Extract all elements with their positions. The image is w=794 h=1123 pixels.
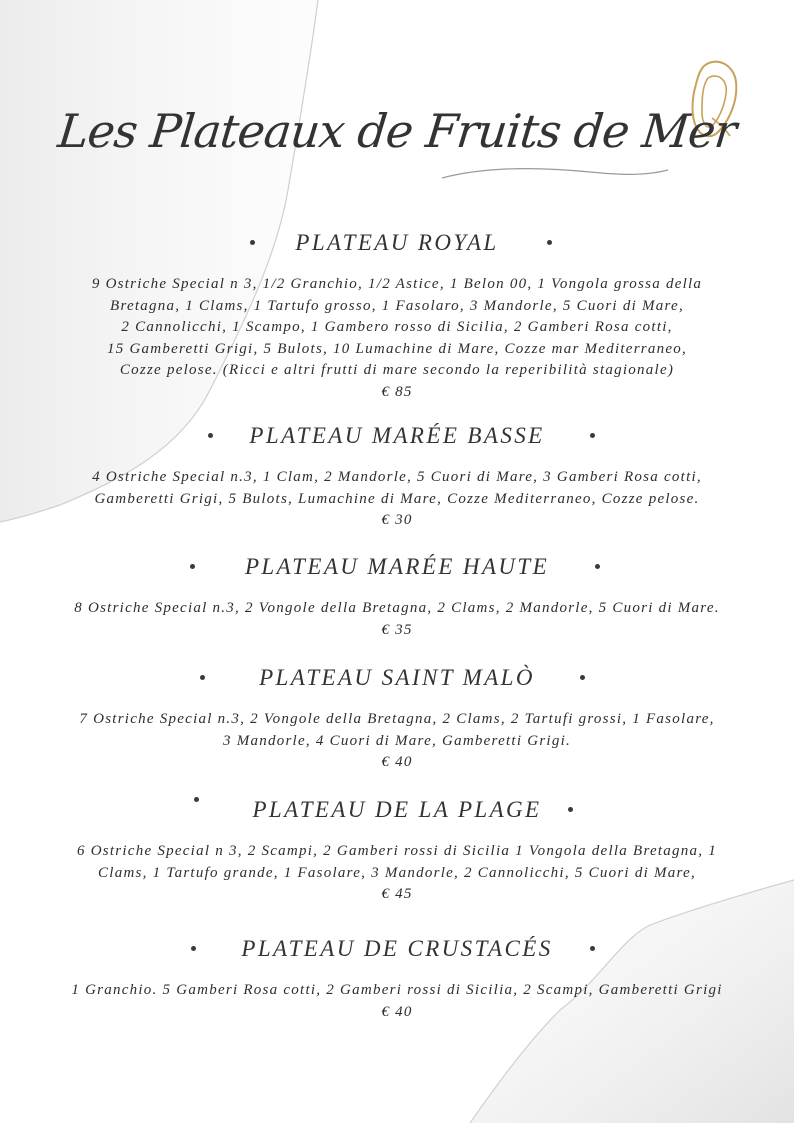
plateau-section bbox=[0, 661, 794, 774]
description-line: 3 Mandorle, 4 Cuori di Mare, Gamberetti Grigi. bbox=[222, 732, 572, 749]
item-description bbox=[0, 980, 794, 1002]
item-description bbox=[0, 467, 794, 510]
item-description bbox=[0, 598, 794, 620]
plateau-section bbox=[0, 550, 794, 641]
bullet-dot bbox=[580, 675, 585, 680]
description-line: Gamberetti Grigi, 5 Bulots, Lumachine di Mare, Cozze Mediterraneo, Cozze pelose. bbox=[94, 490, 700, 507]
section-heading: PLATEAU MARÉE BASSE bbox=[249, 423, 545, 448]
item-description bbox=[0, 841, 794, 884]
description-line: 2 Cannolicchi, 1 Scampo, 1 Gambero rosso di Sicilia, 2 Gamberi Rosa cotti, bbox=[121, 319, 673, 336]
description-line: Bretagna, 1 Clams, 1 Tartufo grosso, 1 Fasolaro, 3 Mandorle, 5 Cuori di Mare, bbox=[110, 297, 684, 314]
description-line: 8 Ostriche Special n.3, 2 Vongole della Bretagna, 2 Clams, 2 Mandorle, 5 Cuori di Mare. bbox=[74, 600, 720, 616]
price: € 35 bbox=[381, 621, 413, 638]
item-description bbox=[0, 274, 794, 382]
description-line: 1 Granchio. 5 Gamberi Rosa cotti, 2 Gamberi rossi di Sicilia, 2 Scampi, Gamberetti Grigi bbox=[71, 982, 723, 998]
description-line: 9 Ostriche Special n 3, 1/2 Granchio, 1/2 Astice, 1 Belon 00, 1 Vongola grossa della bbox=[91, 276, 703, 292]
bullet-dot bbox=[568, 807, 573, 812]
bullet-dot bbox=[595, 564, 600, 569]
item-description bbox=[0, 709, 794, 752]
bullet-dot bbox=[590, 946, 595, 951]
description-line: 7 Ostriche Special n.3, 2 Vongole della Bretagna, 2 Clams, 2 Tartufi grossi, 1 Fasolare, bbox=[79, 711, 715, 727]
description-line: Cozze pelose. (Ricci e altri frutti di mare secondo la reperibilità stagionale) bbox=[119, 362, 675, 379]
price: € 40 bbox=[381, 1003, 413, 1020]
price: € 30 bbox=[381, 512, 413, 529]
price: € 45 bbox=[381, 886, 413, 903]
plateau-section bbox=[0, 793, 794, 906]
description-line: Clams, 1 Tartufo grande, 1 Fasolare, 3 Mandorle, 2 Cannolicchi, 5 Cuori di Mare, bbox=[98, 864, 696, 881]
bullet-dot bbox=[590, 433, 595, 438]
plateau-section bbox=[0, 226, 794, 404]
section-heading: PLATEAU SAINT MALÒ bbox=[259, 665, 535, 690]
plateau-section bbox=[0, 419, 794, 532]
section-heading: PLATEAU MARÉE HAUTE bbox=[244, 554, 550, 579]
description-line: 4 Ostriche Special n.3, 1 Clam, 2 Mandorle, 5 Cuori di Mare, 3 Gamberi Rosa cotti, bbox=[92, 469, 702, 485]
description-line: 15 Gamberetti Grigi, 5 Bulots, 10 Lumachine di Mare, Cozze mar Mediterraneo, bbox=[106, 340, 688, 357]
bullet-dot bbox=[547, 240, 552, 245]
description-line: 6 Ostriche Special n 3, 2 Scampi, 2 Gamberi rossi di Sicilia 1 Vongola della Bretagna, 1 bbox=[76, 843, 718, 859]
price: € 40 bbox=[381, 754, 413, 771]
plateau-section bbox=[0, 932, 794, 1023]
section-heading: PLATEAU ROYAL bbox=[295, 230, 499, 255]
price: € 85 bbox=[381, 383, 413, 400]
page-title: Les Plateaux de Fruits de Mer bbox=[55, 104, 739, 158]
section-heading: PLATEAU DE CRUSTACÉS bbox=[241, 936, 553, 961]
section-heading: PLATEAU DE LA PLAGE bbox=[252, 797, 542, 822]
